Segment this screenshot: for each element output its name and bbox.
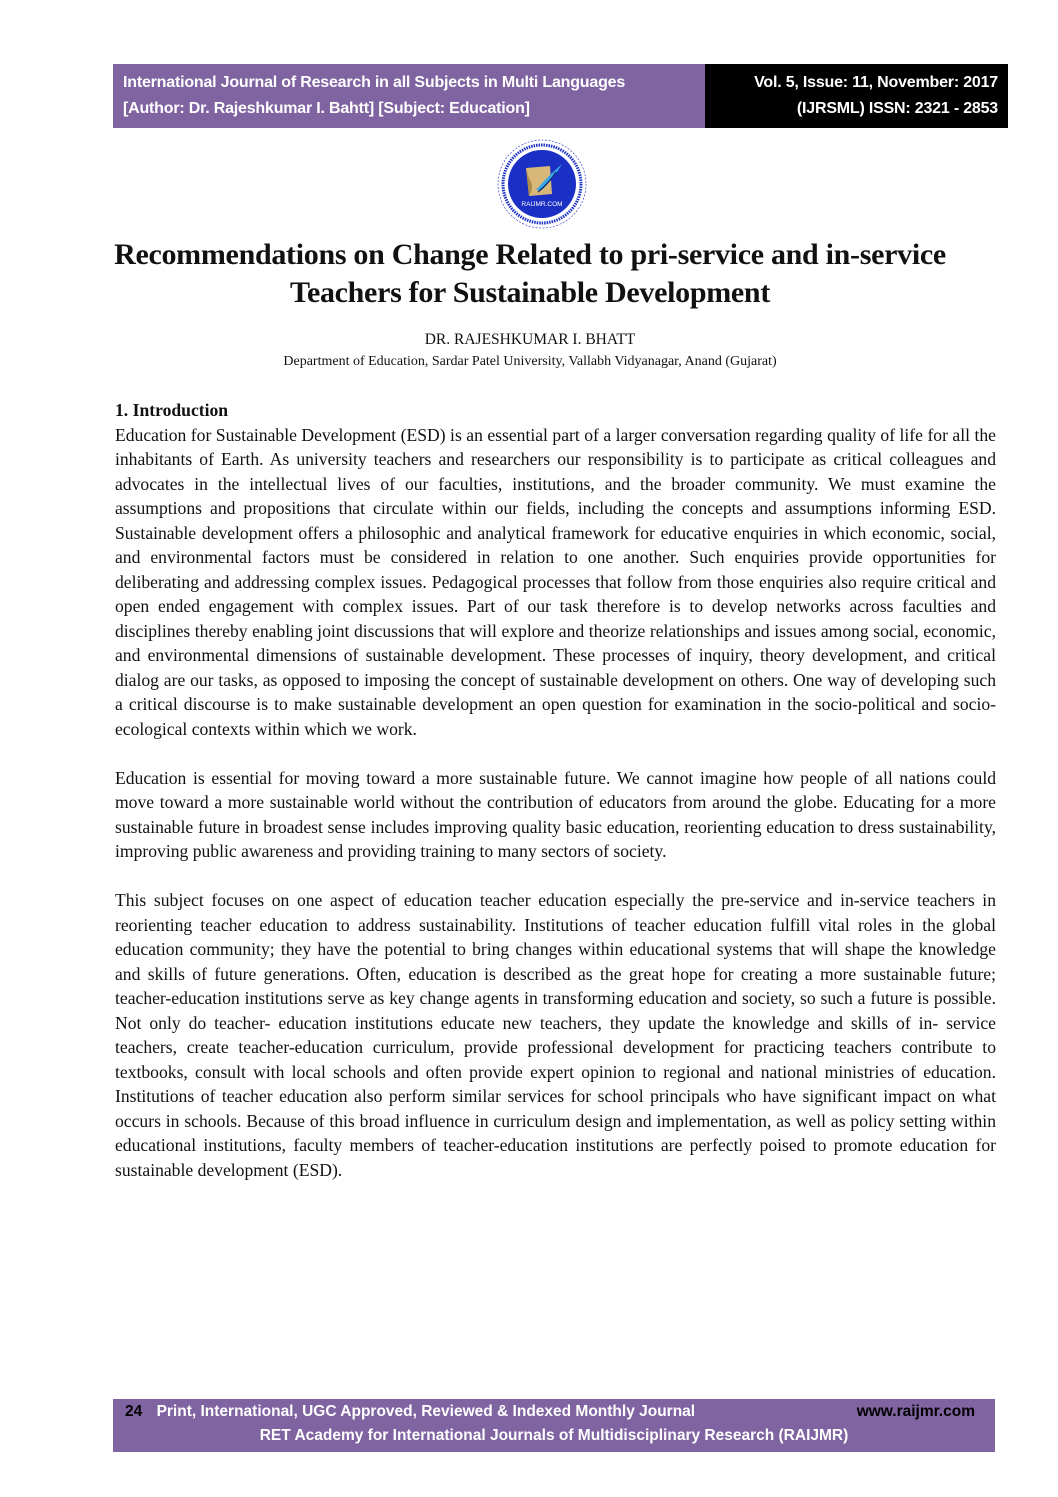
svg-text:RAIJMR.COM: RAIJMR.COM	[521, 201, 563, 208]
footer-line-1	[125, 1403, 975, 1425]
journal-header	[113, 64, 1008, 128]
journal-footer	[113, 1399, 995, 1452]
paragraph: Education is essential for moving toward a more sustainable future. We cannot imagine how people of all nations could move toward a more sustainable world without the contribution of educators from around the globe. Educating for a more sustainable future in broadest sense includes improving quality basic education, reorienting education to dress sustainability, improving public awareness and providing training to many sectors of society.	[115, 767, 996, 861]
journal-header-left	[113, 64, 705, 128]
raijmr-seal-logo-icon	[496, 138, 588, 230]
author-subject: [Author: Dr. Rajeshkumar I. Bahtt] [Subject: Education]	[123, 100, 530, 117]
issn: (IJRSML) ISSN: 2321 - 2853	[796, 100, 998, 117]
paragraph: This subject focuses on one aspect of education teacher education especially the pre-service and in-service teachers in reorienting teacher education to address sustainability. Institutions of teacher education fulfill vital roles in the global education community; they have the potential to bring changes within educational systems that will shape the knowledge and skills of future generations. Often, education is described as the great hope for creating a more sustainable future; teacher-education institutions serve as key change agents in transforming education and society, so such a future is possible. Not only do teacher- education institutions educate new teachers, they update the knowledge and skills of in- service teachers, create teacher-education curriculum, provide professional development for practicing teachers contribute to textbooks, consult with local schools and often provide expert opinion to regional and national ministries of education. Institutions of teacher education also perform similar services for school principals who have significant impact on what occurs in schools. Because of this broad influence in curriculum design and implementation, as well as policy setting within educational institutions, faculty members of teacher-education institutions are perfectly poised to promote education for sustainable development (ESD).	[115, 890, 996, 1180]
paper-body	[115, 398, 996, 1207]
journal-url-link[interactable]: www.raijmr.com	[856, 1403, 975, 1420]
section-heading: 1. Introduction	[115, 400, 229, 420]
paper-title: Recommendations on Change Related to pri-service and in-service Teachers for Sustainable Development	[114, 238, 946, 309]
footer-publisher: RET Academy for International Journals of Multidisciplinary Research (RAIJMR)	[259, 1427, 849, 1444]
volume-issue: Vol. 5, Issue: 11, November: 2017	[754, 74, 998, 91]
journal-header-right	[705, 64, 1008, 128]
paper-author: DR. RAJESHKUMAR I. BHATT	[424, 331, 636, 348]
journal-name: International Journal of Research in all Subjects in Multi Languages	[123, 74, 626, 91]
page-number: 24	[125, 1403, 143, 1420]
footer-tagline: Print, International, UGC Approved, Reviewed & Indexed Monthly Journal	[156, 1403, 696, 1420]
author-affiliation: Department of Education, Sardar Patel University, Vallabh Vidyanagar, Anand (Gujarat)	[283, 354, 777, 369]
paragraph: Education for Sustainable Development (ESD) is an essential part of a larger conversation regarding quality of life for all the inhabitants of Earth. As university teachers and researchers our responsibility is to participate as critical colleagues and advocates in the intellectual lives of our faculties, institutions, and the broader community. We must examine the assumptions and propositions that circulate within our fields, including the concepts and assumptions informing ESD. Sustainable development offers a philosophic and analytical framework for educative enquiries in which economic, social, and environmental factors must be considered in relation to one another. Such enquiries provide opportunities for deliberating and addressing complex issues. Pedagogical processes that follow from those enquiries also require critical and open ended engagement with complex issues. Part of our task therefore is to develop networks across faculties and disciplines thereby enabling joint discussions that will explore and theorize relationships and issues among social, economic, and environmental dimensions of sustainable development. These processes of inquiry, theory development, and critical dialog are our tasks, as opposed to imposing the concept of sustainable development on others. One way of developing such a critical discourse is to make sustainable development an open question for examination in the socio-political and socio-ecological contexts within which we work.	[115, 424, 996, 739]
